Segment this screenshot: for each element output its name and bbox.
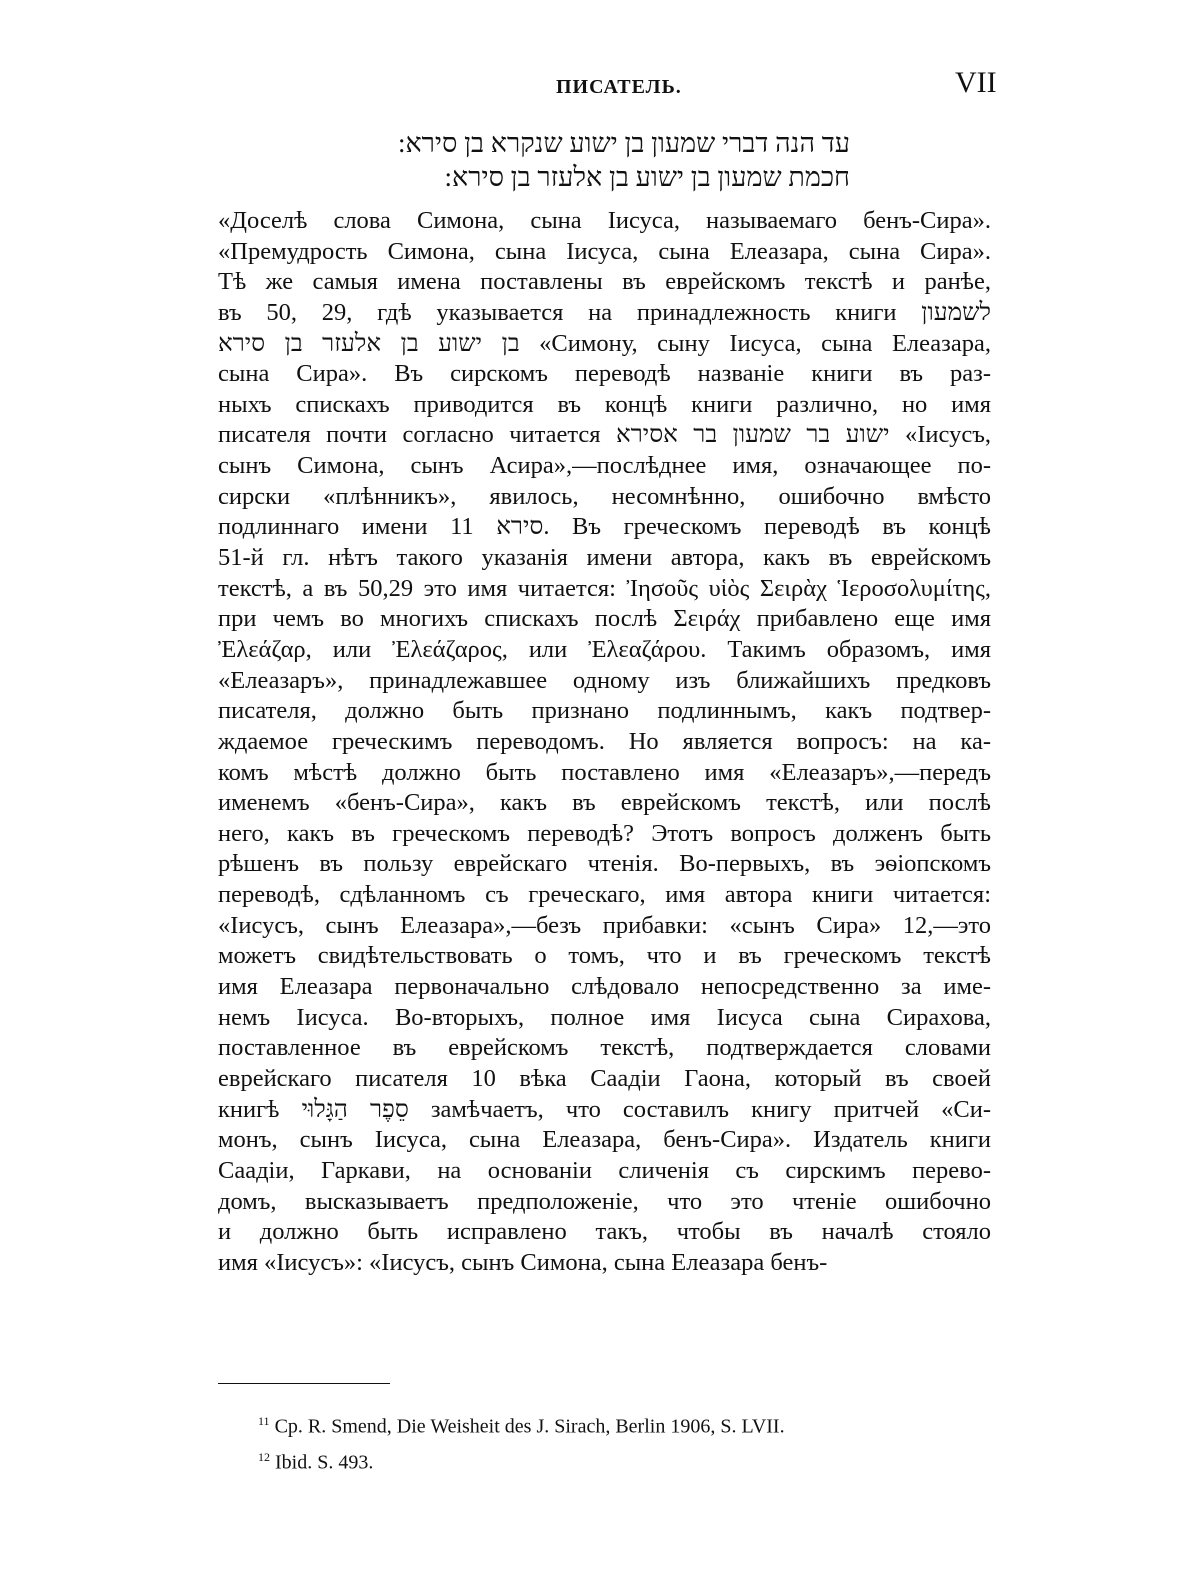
footnote	[258, 1442, 978, 1478]
text-line: «Іисусъ, сынъ Елеазара»,—безъ прибавки: «сынъ Сира» 12,—это	[218, 911, 991, 939]
text-line: писателя почти согласно читается ישוע בר שמעון בר אסירא «Іисусъ,	[218, 421, 991, 449]
text-line: еврейскаго писателя 10 вѣка Саадіи Гаона, который въ своей	[218, 1064, 991, 1092]
text-line: комъ мѣстѣ должно быть поставлено имя «Елеазаръ»,—передъ	[218, 758, 991, 786]
text-line: «Елеазаръ», принадлежавшее одному изъ ближайшихъ предковъ	[218, 666, 991, 694]
text-line: именемъ «бенъ-Сира», какъ въ еврейскомъ текстѣ, или послѣ	[218, 789, 991, 817]
footnote-divider	[218, 1383, 390, 1384]
text-line: книгѣ סֵפֶר הַגָּלוּי замѣчаетъ, что составилъ книгу притчей «Си-	[218, 1095, 991, 1123]
text-line: и должно быть исправлено такъ, чтобы въ началѣ стояло	[218, 1218, 991, 1246]
text-line: בן ישוע בן אלעזר בן סירא «Симону, сыну Іисуса, сына Елеазара,	[218, 329, 991, 357]
text-line: ныхъ спискахъ приводится въ концѣ книги различно, но имя	[218, 390, 991, 418]
footnotes	[258, 1406, 978, 1477]
text-line: въ 50, 29, гдѣ указывается на принадлежность книги לשמעון	[218, 298, 991, 326]
text-line: «Премудрость Симона, сына Іисуса, сына Елеазара, сына Сира».	[218, 237, 991, 265]
text-line: 51-й гл. нѣтъ такого указанія имени автора, какъ въ еврейскомъ	[218, 544, 991, 572]
footnote-number: 11	[258, 1414, 270, 1428]
text-line: поставленное въ еврейскомъ текстѣ, подтверждается словами	[218, 1034, 991, 1062]
text-line: сирски «плѣнникъ», явилось, несомнѣнно, ошибочно вмѣсто	[218, 482, 991, 510]
footnote	[258, 1406, 978, 1442]
text-line: текстѣ, а въ 50,29 это имя читается: Ἰησοῦς υἱὸς Σειρὰχ Ἱεροσολυμίτης,	[218, 574, 991, 602]
text-line: сына Сира». Въ сирскомъ переводѣ названіе книги въ раз-	[218, 360, 991, 388]
text-line: писателя, должно быть признано подлиннымъ, какъ подтвер-	[218, 697, 991, 725]
text-line: переводѣ, сдѣланномъ съ греческаго, имя автора книги читается:	[218, 881, 991, 909]
text-line: рѣшенъ въ пользу еврейскаго чтенія. Во-первыхъ, въ эѳіопскомъ	[218, 850, 991, 878]
text-line: Саадіи, Гаркави, на основаніи сличенія съ сирскимъ перево-	[218, 1156, 991, 1184]
text-line: монъ, сынъ Іисуса, сына Елеазара, бенъ-Сира». Издатель книги	[218, 1126, 991, 1154]
body-text	[218, 206, 991, 1278]
hebrew-title-line-1: עד הנה דברי שמעון בן ישוע שנקרא בן סירא:	[397, 128, 850, 158]
footnote-text: Ibid. S. 493.	[275, 1451, 374, 1474]
text-line: имя «Іисусъ»: «Іисусъ, сынъ Симона, сына Елеазара бенъ-	[218, 1248, 828, 1276]
text-line: имя Елеазара первоначально слѣдовало непосредственно за име-	[218, 973, 991, 1001]
page-number: VII	[955, 66, 997, 99]
footnote-text: Ср. R. Smend, Die Weisheit des J. Sirach, Berlin 1906, S. LVII.	[274, 1415, 785, 1438]
text-line: можетъ свидѣтельствовать о томъ, что и въ греческомъ текстѣ	[218, 942, 991, 970]
text-line: домъ, высказываетъ предположеніе, что это чтеніе ошибочно	[218, 1187, 991, 1215]
footnote-number: 12	[258, 1449, 270, 1464]
running-title: ПИСАТЕЛЬ.	[556, 76, 682, 98]
text-line: немъ Іисуса. Во-вторыхъ, полное имя Іисуса сына Сирахова,	[218, 1003, 991, 1031]
text-line: ждаемое греческимъ переводомъ. Но является вопросъ: на ка-	[218, 727, 991, 755]
text-line: сынъ Симона, сынъ Асира»,—послѣднее имя, означающее по-	[218, 452, 991, 480]
text-line: при чемъ во многихъ спискахъ послѣ Σειράχ прибавлено еще имя	[218, 605, 991, 633]
text-line: Ἐλεάζαρ, или Ἐλεάζαρος, или Ἐλεαζάρου. Такимъ образомъ, имя	[218, 635, 991, 663]
hebrew-title-line-2: חכמת שמעון בן ישוע בן אלעזר בן סירא:	[444, 162, 850, 192]
text-line: «Доселѣ слова Симона, сына Іисуса, называемаго бенъ-Сира».	[218, 207, 991, 234]
text-line: Тѣ же самыя имена поставлены въ еврейскомъ текстѣ и ранѣе,	[218, 268, 991, 296]
text-line: него, какъ въ греческомъ переводѣ? Этотъ вопросъ долженъ быть	[218, 819, 991, 847]
text-line: подлиннаго имени סירא 11. Въ греческомъ переводѣ въ концѣ	[218, 513, 991, 541]
